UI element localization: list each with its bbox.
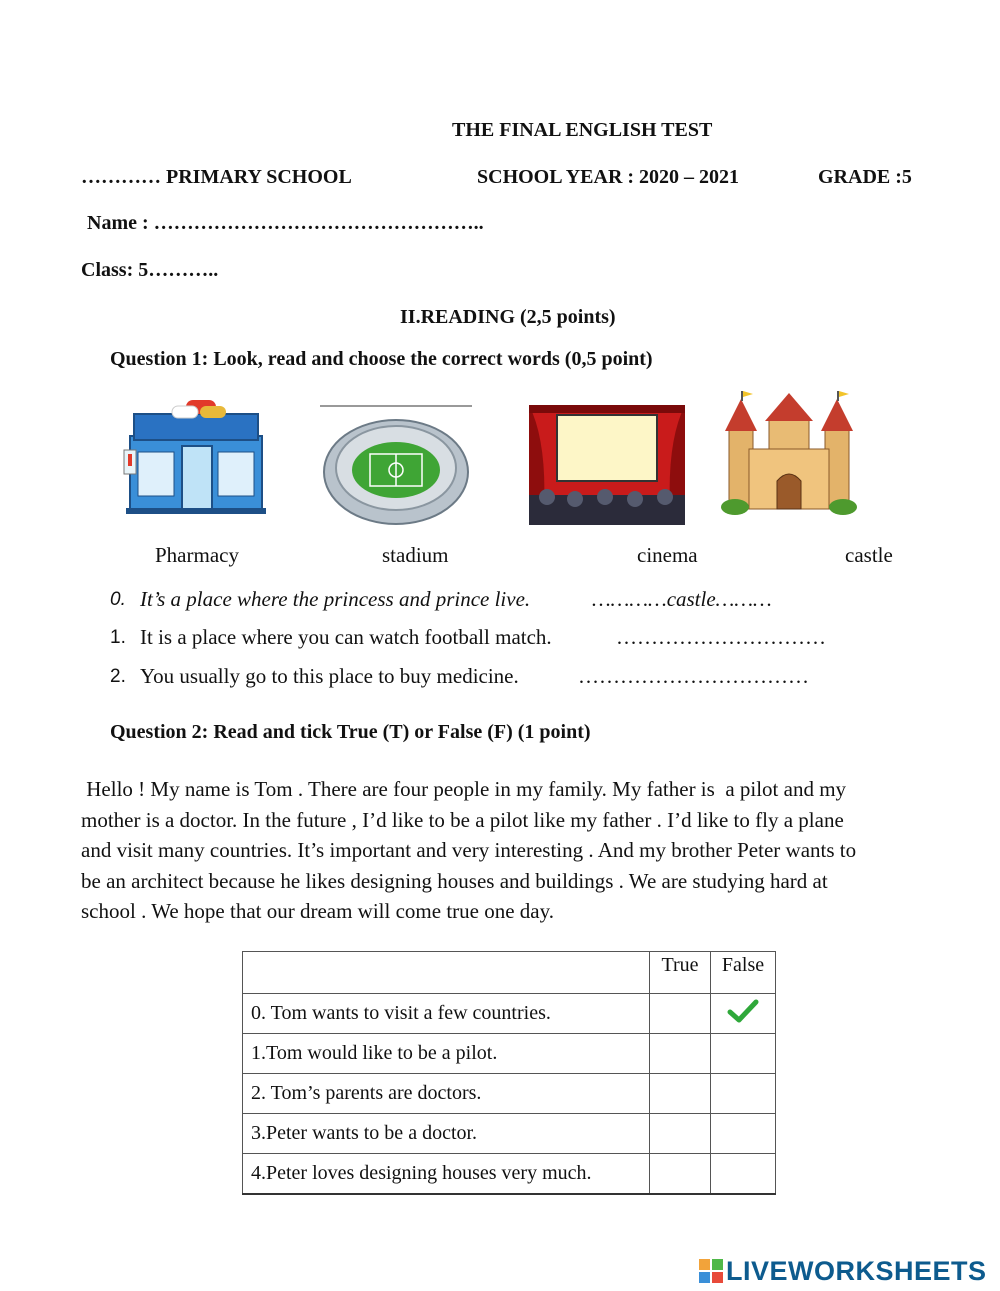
table-row <box>243 1034 776 1074</box>
false-cell[interactable] <box>711 1114 776 1154</box>
school-name: ………… PRIMARY SCHOOL <box>81 166 352 188</box>
false-cell[interactable] <box>711 1034 776 1074</box>
paragraph-line: and visit many countries. It’s important and very interesting . And my brother Peter wants to <box>81 838 857 863</box>
table-row <box>243 1154 776 1195</box>
true-cell[interactable] <box>650 1074 711 1114</box>
header-empty-cell <box>243 952 650 994</box>
true-cell[interactable] <box>650 1034 711 1074</box>
question1-title: Question 1: Look, read and choose the correct words (0,5 point) <box>110 348 653 370</box>
checkmark-icon <box>726 998 760 1024</box>
pharmacy-icon <box>120 396 272 516</box>
table-row <box>243 994 776 1034</box>
label-castle: castle <box>845 543 893 567</box>
header-true: True <box>650 952 711 994</box>
table-header-row <box>243 952 776 994</box>
castle-icon <box>715 389 861 517</box>
logo-text: LIVEWORKSHEETS <box>726 1255 987 1286</box>
item-1-number: 1. <box>110 627 126 648</box>
name-line[interactable]: Name : ………………………………………….. <box>87 212 484 234</box>
paragraph-line: school . We hope that our dream will come true one day. <box>81 899 555 924</box>
item-1-answer[interactable]: ………………………… <box>616 625 826 649</box>
item-2-answer[interactable]: …………………………… <box>578 664 809 688</box>
liveworksheets-logo <box>698 1254 987 1288</box>
item-0-answer: …………castle……… <box>592 587 772 611</box>
statement-cell: 0. Tom wants to visit a few countries. <box>243 994 650 1034</box>
table-row <box>243 1114 776 1154</box>
reading-paragraph <box>81 774 941 927</box>
true-cell[interactable] <box>650 1114 711 1154</box>
paragraph-line: be an architect because he likes designing houses and buildings . We are studying hard at <box>81 868 828 893</box>
item-2-number: 2. <box>110 666 126 687</box>
label-stadium: stadium <box>382 543 449 567</box>
statement-cell: 4.Peter loves designing houses very much. <box>243 1154 650 1195</box>
section-title: II.READING (2,5 points) <box>400 306 616 328</box>
item-1-text: It is a place where you can watch football match. <box>140 625 552 649</box>
label-cinema: cinema <box>637 543 698 567</box>
cinema-icon <box>529 405 685 525</box>
true-cell[interactable] <box>650 994 711 1034</box>
statement-cell: 1.Tom would like to be a pilot. <box>243 1034 650 1074</box>
school-year: SCHOOL YEAR : 2020 – 2021 <box>477 166 740 188</box>
item-2-text: You usually go to this place to buy medicine. <box>140 664 519 688</box>
table-row <box>243 1074 776 1114</box>
label-pharmacy: Pharmacy <box>155 543 239 567</box>
liveworksheets-logo-icon <box>698 1258 724 1284</box>
statement-cell: 2. Tom’s parents are doctors. <box>243 1074 650 1114</box>
false-cell[interactable] <box>711 1154 776 1195</box>
paragraph-line: mother is a doctor. In the future , I’d like to be a pilot like my father . I’d like to fly a plane <box>81 807 844 832</box>
grade: GRADE :5 <box>818 166 912 188</box>
test-title: THE FINAL ENGLISH TEST <box>452 119 713 141</box>
statement-cell: 3.Peter wants to be a doctor. <box>243 1114 650 1154</box>
false-cell[interactable] <box>711 994 776 1034</box>
true-false-table <box>242 951 776 1195</box>
class-line[interactable]: Class: 5……….. <box>81 259 219 281</box>
item-0-text: It’s a place where the princess and prince live. <box>140 587 531 611</box>
true-cell[interactable] <box>650 1154 711 1195</box>
question2-title: Question 2: Read and tick True (T) or False (F) (1 point) <box>110 721 591 743</box>
stadium-icon <box>318 404 474 528</box>
header-false: False <box>711 952 776 994</box>
item-0-number: 0. <box>110 589 126 610</box>
paragraph-line: Hello ! My name is Tom . There are four people in my family. My father is a pilot and my <box>81 777 847 801</box>
false-cell[interactable] <box>711 1074 776 1114</box>
